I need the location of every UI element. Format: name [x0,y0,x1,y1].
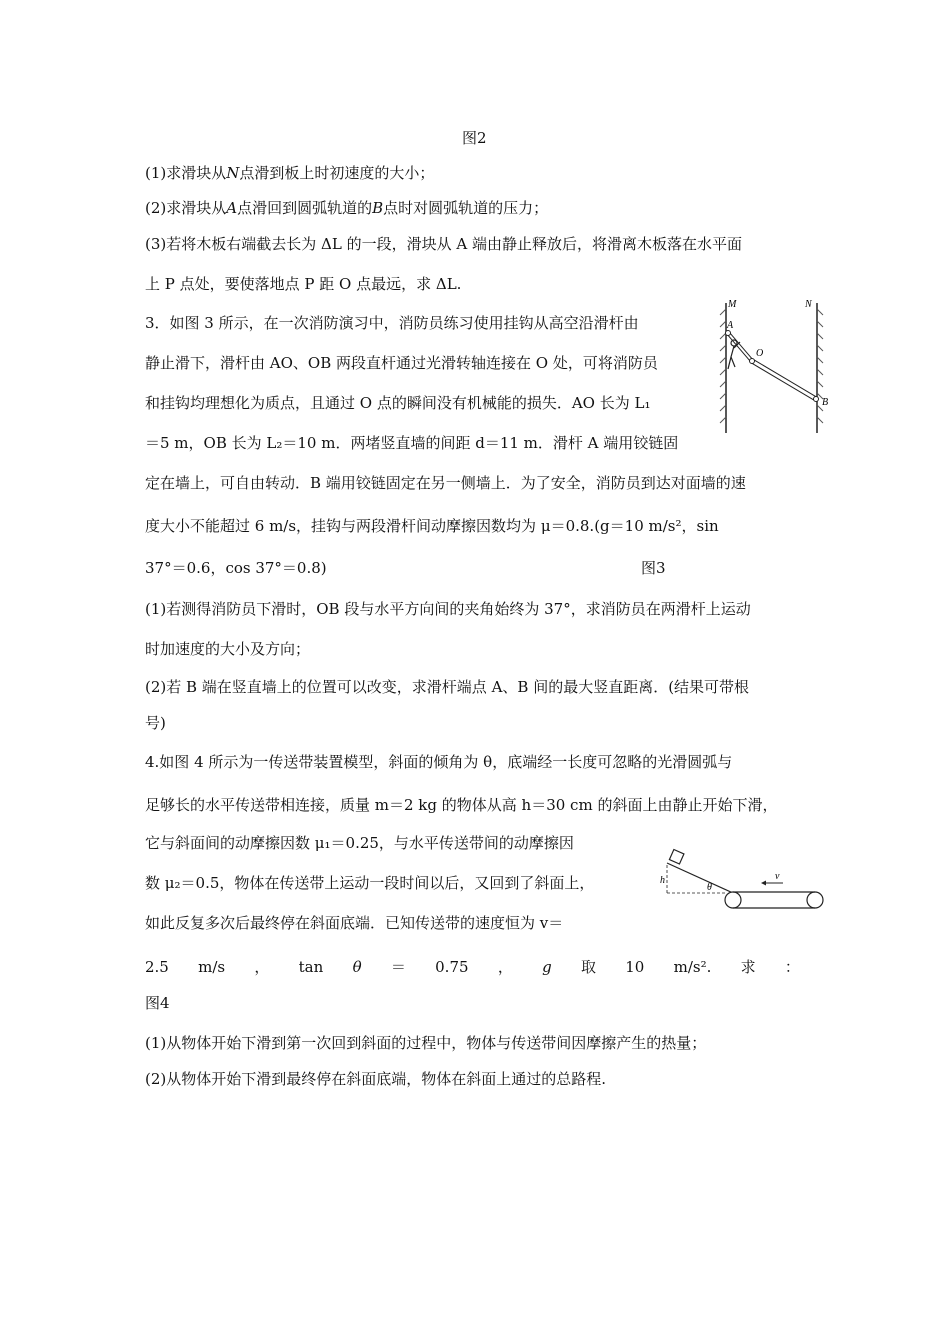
q4-line-1: 4.如图 4 所示为一传送带装置模型，斜面的倾角为 θ，底端经一长度可忽略的光滑圆弧与 [145,753,733,771]
figure-4-caption: 图4 [145,994,170,1012]
q2-part-1: (1)求滑块从N点滑到板上时初速度的大小； [145,164,435,182]
fig3-label-N: N [805,299,812,310]
q2-part-3-line-2: 上 P 点处，要使落地点 P 距 O 点最远，求 ΔL. [145,275,462,293]
q4-line-4: 数 μ₂＝0.5，物体在传送带上运动一段时间以后，又回到了斜面上， [145,874,595,892]
q2-part-3-line-1: (3)若将木板右端截去长为 ΔL 的一段，滑块从 A 端由静止释放后，将滑离木板落在水平面 [145,235,742,253]
q3-line-6: 度大小不能超过 6 m/s，挂钩与两段滑杆间动摩擦因数均为 μ＝0.8.(g＝10 m/s²，sin [145,517,719,535]
fig3-label-B: B [822,397,829,408]
fig3-label-A: A [727,320,734,331]
q3-part-1-line-1: (1)若测得消防员下滑时，OB 段与水平方向间的夹角始终为 37°，求消防员在两滑杆上运动 [145,600,751,618]
q4-part-2: (2)从物体开始下滑到最终停在斜面底端，物体在斜面上通过的总路程. [145,1070,607,1088]
q3-line-1: 3．如图 3 所示，在一次消防演习中，消防员练习使用挂钩从高空沿滑杆由 [145,314,639,332]
q3-line-3: 和挂钩均理想化为质点，且通过 O 点的瞬间没有机械能的损失．AO 长为 L₁ [145,394,651,412]
figure-3-diagram [712,295,832,437]
figure-4-diagram [655,845,830,915]
q3-part-2-line-1: (2)若 B 端在竖直墙上的位置可以改变，求滑杆端点 A、B 间的最大竖直距离．(结果可带根 [145,678,750,696]
fig4-label-theta: θ [707,882,712,893]
fig4-label-v: v [775,871,780,882]
figure-3-caption: 图3 [641,559,666,577]
q4-part-1: (1)从物体开始下滑到第一次回到斜面的过程中，物体与传送带间因摩擦产生的热量； [145,1034,707,1052]
fig4-label-h: h [660,875,665,886]
q3-line-2: 静止滑下，滑杆由 AO、OB 两段直杆通过光滑转轴连接在 O 处，可将消防员 [145,354,658,372]
fig3-label-O: O [756,348,764,359]
q3-line-5: 定在墙上，可自由转动．B 端用铰链固定在另一侧墙上．为了安全，消防员到达对面墙的速 [145,474,746,492]
q3-line-7: 37°＝0.6，cos 37°＝0.8) [145,559,327,577]
q4-line-5: 如此反复多次后最终停在斜面底端．已知传送带的速度恒为 v＝ [145,914,564,932]
q4-line-2: 足够长的水平传送带相连接，质量 m＝2 kg 的物体从高 h＝30 cm 的斜面上由静止开始下滑， [145,796,778,814]
q4-line-3: 它与斜面间的动摩擦因数 μ₁＝0.25，与水平传送带间的动摩擦因 [145,834,574,852]
q4-line-6: 2.5 m/s ， tan θ ＝ 0.75 ， g 取 10 m/s². 求 ： [145,958,800,976]
q3-part-2-line-2: 号) [145,714,166,732]
fig3-label-M: M [728,299,737,310]
q3-part-1-line-2: 时加速度的大小及方向； [145,640,311,658]
q3-line-4: ＝5 m，OB 长为 L₂＝10 m．两堵竖直墙的间距 d＝11 m．滑杆 A 端用铰链固 [145,434,679,452]
q2-part-2: (2)求滑块从A点滑回到圆弧轨道的B点时对圆弧轨道的压力； [145,199,549,217]
figure-2-caption: 图2 [462,129,487,147]
